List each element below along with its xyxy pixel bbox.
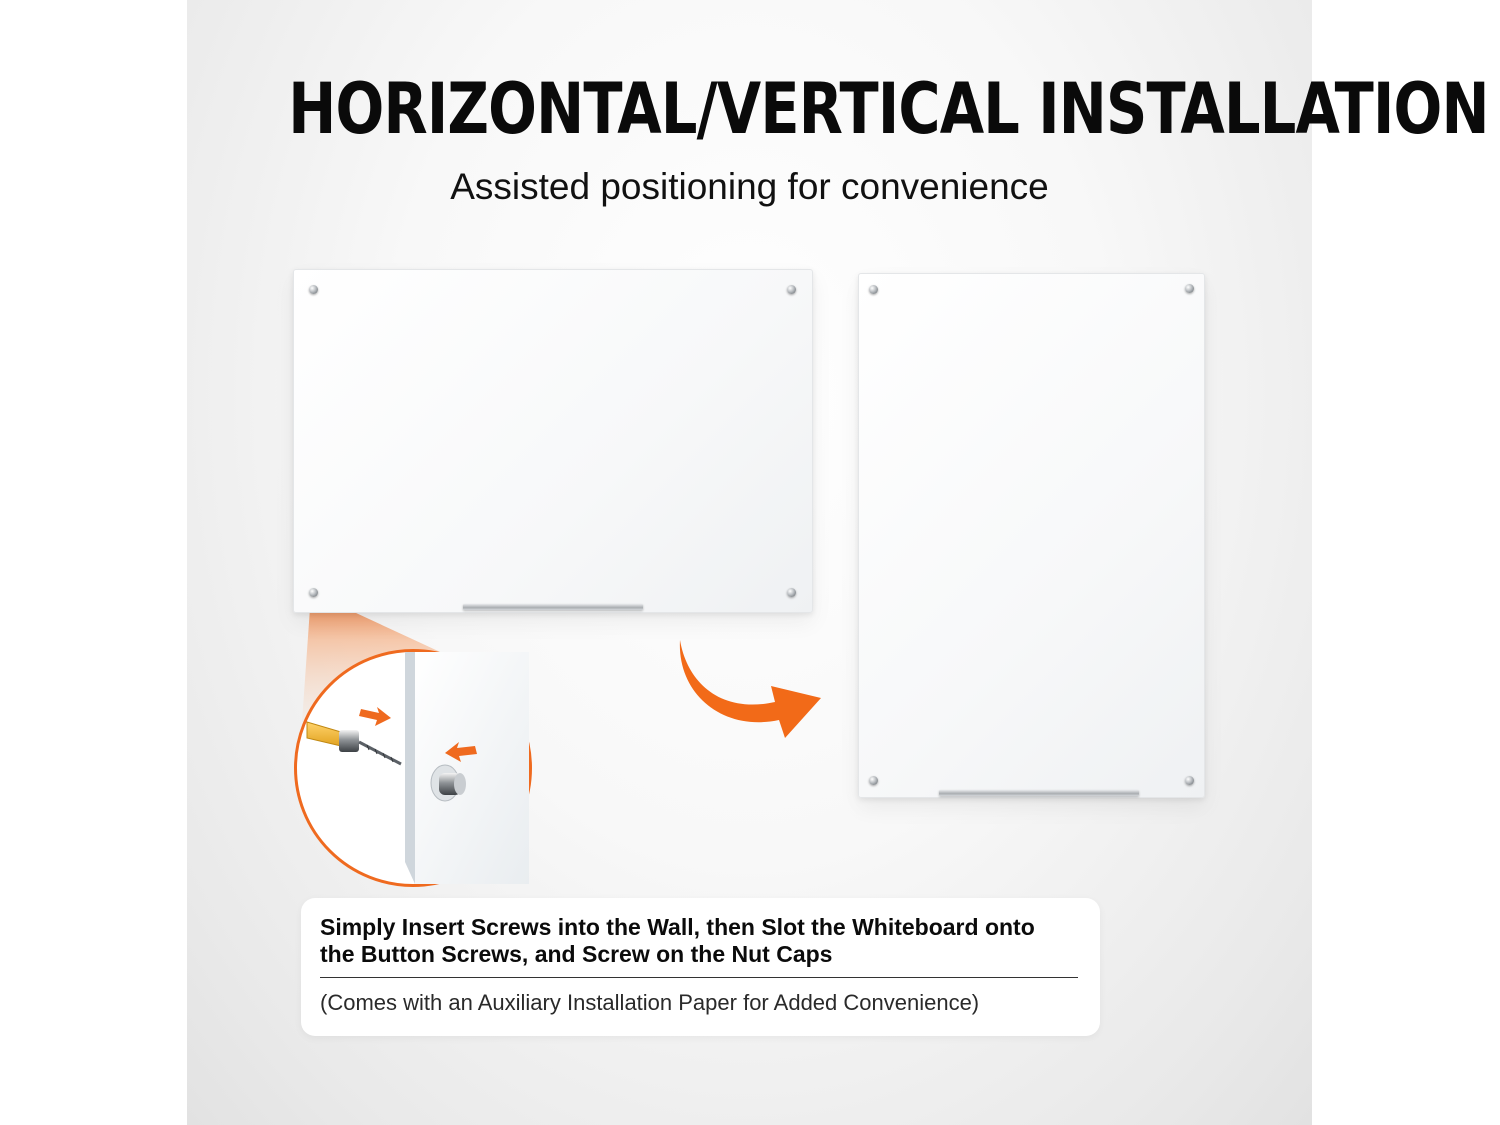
corner-screw-icon: [309, 588, 318, 597]
horizontal-whiteboard: [293, 269, 813, 613]
corner-screw-icon: [869, 776, 878, 785]
rotate-arrow-icon: [675, 632, 825, 744]
product-image-canvas: [187, 0, 1489, 1125]
divider: [320, 977, 1078, 978]
corner-screw-icon: [869, 285, 878, 294]
corner-screw-icon: [1185, 776, 1194, 785]
corner-screw-icon: [1185, 284, 1194, 293]
instruction-subtitle: (Comes with an Auxiliary Installation Paper for Added Convenience): [320, 990, 980, 1015]
instruction-card: [301, 898, 1100, 1036]
page-title: HORIZONTAL/VERTICAL INSTALLATION: [288, 68, 1489, 150]
page-subtitle: Assisted positioning for convenience: [450, 166, 1049, 207]
corner-screw-icon: [309, 285, 318, 294]
screw-detail-zoom: [294, 649, 532, 887]
wall-anchor-screw-icon: [307, 722, 401, 764]
corner-screw-icon: [787, 285, 796, 294]
screw-detail-illustration: [297, 652, 529, 884]
corner-screw-icon: [787, 588, 796, 597]
marker-tray: [939, 790, 1139, 796]
marker-tray: [463, 604, 643, 610]
instruction-title: Simply Insert Screws into the Wall, then Slot the Whiteboard onto the Button Screws, and Screw on the Nut Caps: [320, 914, 1035, 967]
vertical-whiteboard: [858, 273, 1205, 798]
